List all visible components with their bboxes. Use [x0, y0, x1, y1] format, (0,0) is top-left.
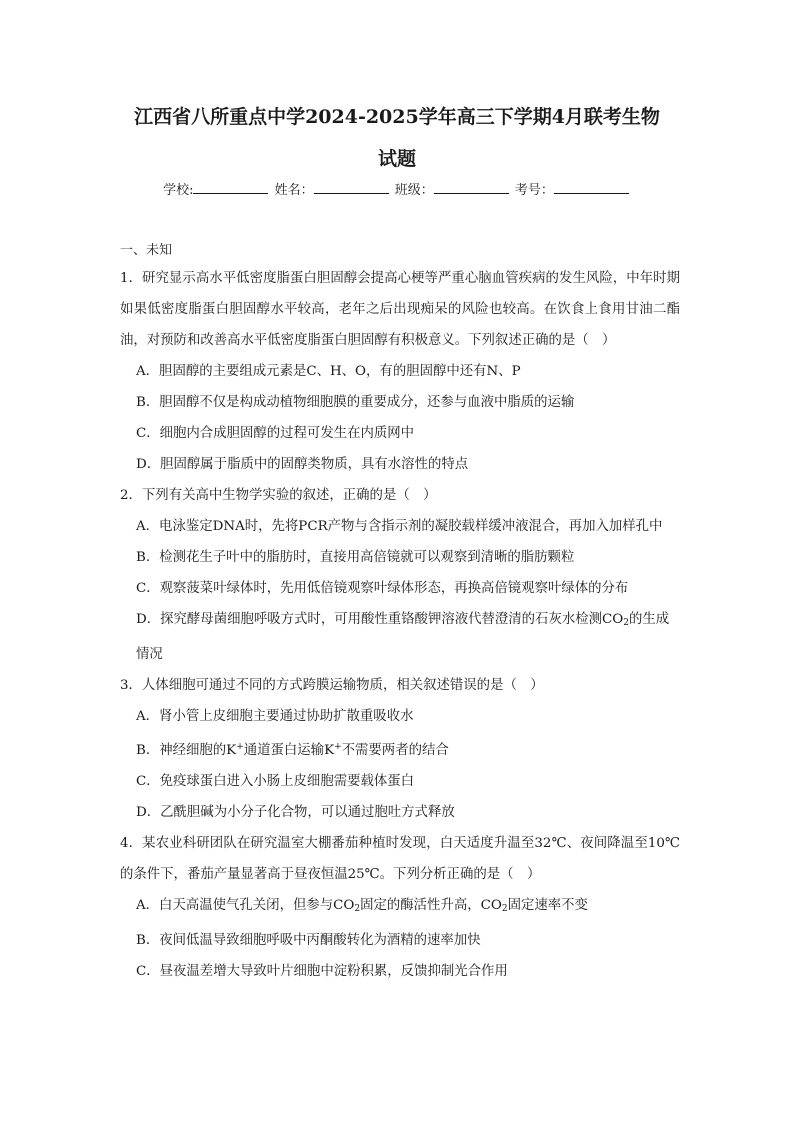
question-1-option-a: A．胆固醇的主要组成元素是C、H、O，有的胆固醇中还有N、P	[136, 364, 521, 379]
co2-subscript: 2	[354, 904, 361, 914]
question-3-option-d: D．乙酰胆碱为小分子化合物，可以通过胞吐方式释放	[136, 805, 455, 820]
question-2-option-a: A．电泳鉴定DNA时，先将PCR产物与含指示剂的凝胶载样缓冲液混合，再加入加样孔中	[136, 519, 663, 534]
question-2-option-c: C．观察菠菜叶绿体时，先用低倍镜观察叶绿体形态，再换高倍镜观察叶绿体的分布	[136, 581, 629, 596]
question-1-option-b: B．胆固醇不仅是构成动植物细胞膜的重要成分，还参与血液中脂质的运输	[136, 395, 575, 410]
k-ion-superscript: +	[236, 742, 244, 752]
student-info-row	[0, 179, 794, 202]
exam-title-line2: 试题	[377, 148, 416, 170]
question-4-option-a	[120, 890, 680, 925]
section-heading: 一、未知	[120, 243, 173, 258]
question-2-option-b: B．检测花生子叶中的脂肪时，直接用高倍镜就可以观察到清晰的脂肪颗粒	[136, 550, 575, 565]
co2-subscript: 2	[501, 904, 508, 914]
question-1-stem: 1．研究显示高水平低密度脂蛋白胆固醇会提高心梗等严重心脑血管疾病的发生风险，中年时期如果低密度脂蛋白胆固醇水平较高，老年之后出现痴呆的风险也较高。在饮食上食用甘油二酯油，对预防和改善高水平低密度脂蛋白胆固醇有积极意义。下列叙述正确的是（ ）	[120, 271, 680, 348]
class-blank	[434, 179, 509, 194]
name-label: 姓名：	[274, 183, 314, 198]
school-blank	[193, 179, 268, 194]
question-4-option-a-part2: 固定的酶活性升高，CO	[360, 898, 502, 913]
question-2-option-d	[120, 604, 680, 670]
question-3-option-a: A．肾小管上皮细胞主要通过协助扩散重吸收水	[136, 709, 414, 724]
question-4-option-a-part1: A．白天高温使气孔关闭，但参与CO	[136, 898, 355, 913]
question-4-stem: 4．某农业科研团队在研究温室大棚番茄种植时发现，白天适度升温至32℃、夜间降温至10℃的条件下，番茄产量显著高于昼夜恒温25℃。下列分析正确的是（ ）	[120, 836, 680, 882]
school-label: 学校:	[163, 183, 194, 198]
exam-title-line1: 江西省八所重点中学2024-2025学年高三下学期4月联考生物	[134, 106, 660, 128]
question-2-option-d-text: D．探究酵母菌细胞呼吸方式时，可用酸性重铬酸钾溶液代替澄清的石灰水检测CO	[136, 612, 624, 627]
exam-number-blank	[554, 179, 629, 194]
k-ion-superscript: +	[334, 742, 342, 752]
question-2-stem: 2．下列有关高中生物学实验的叙述，正确的是（ ）	[120, 488, 437, 503]
question-3-option-b-part1: B．神经细胞的K	[136, 743, 237, 758]
question-3-option-c: C．免疫球蛋白进入小肠上皮细胞需要载体蛋白	[136, 774, 415, 789]
question-1-option-c: C．细胞内合成胆固醇的过程可发生在内质网中	[136, 426, 415, 441]
co2-subscript: 2	[623, 618, 629, 628]
question-3-option-b-part2: 通道蛋白运输K	[243, 743, 335, 758]
question-3-option-b-part3: 不需要两者的结合	[341, 743, 449, 758]
question-4-option-c: C．昼夜温差增大导致叶片细胞中淀粉积累，反馈抑制光合作用	[136, 964, 508, 979]
question-1-option-d: D．胆固醇属于脂质中的固醇类物质，具有水溶性的特点	[136, 457, 469, 472]
question-4-option-a-part3: 固定速率不变	[507, 898, 588, 913]
question-2-option-d-tail: 的生成情况	[136, 612, 670, 662]
name-blank	[314, 179, 389, 194]
class-label: 班级：	[394, 183, 434, 198]
question-3-stem: 3．人体细胞可通过不同的方式跨膜运输物质，相关叙述错误的是（ ）	[120, 678, 544, 693]
exam-number-label: 考号：	[514, 183, 554, 198]
question-list	[120, 263, 680, 987]
question-4-option-b: B．夜间低温导致细胞呼吸中丙酮酸转化为酒精的速率加快	[136, 933, 481, 948]
question-3-option-b	[120, 732, 680, 766]
